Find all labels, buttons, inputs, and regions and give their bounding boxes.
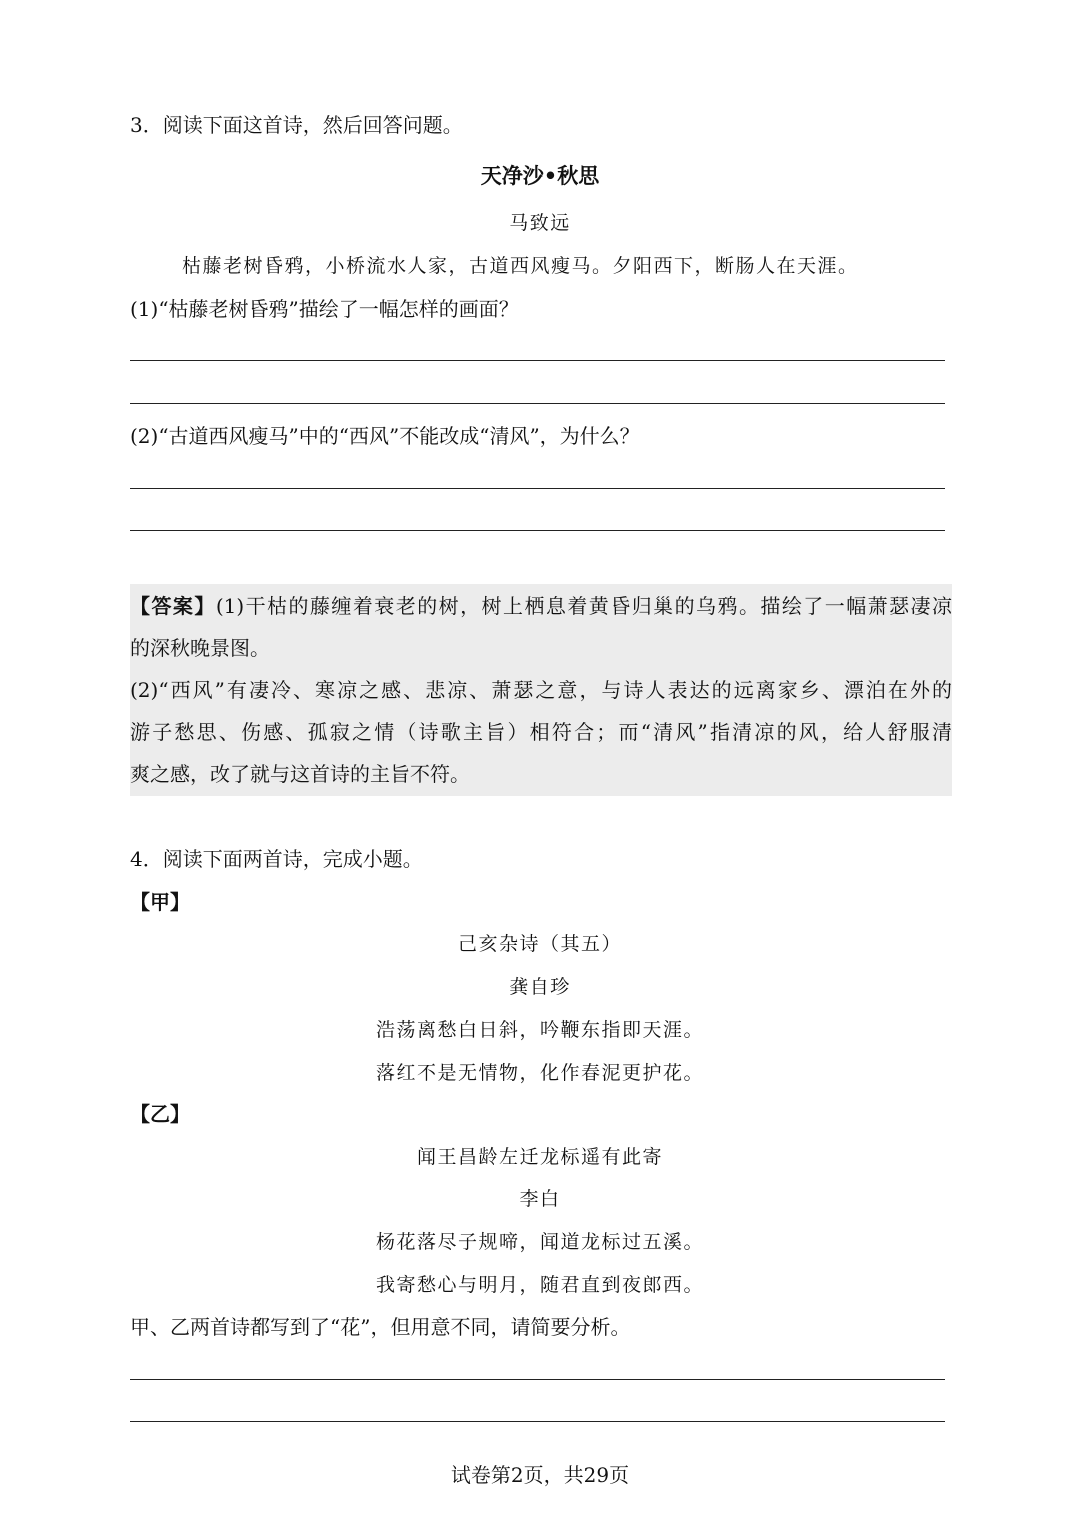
answer-line bbox=[130, 530, 945, 531]
q4-poem-yi-line-1: 杨花落尽子规啼，闻道龙标过五溪。 bbox=[375, 1231, 704, 1253]
q4-poem-yi-author: 李白 bbox=[519, 1188, 561, 1210]
answer-line-4: 游子愁思、伤感、孤寂之情（诗歌主旨）相符合；而“清风”指清凉的风，给人舒服清 bbox=[130, 720, 952, 744]
q4-poem-jia-title: 己亥杂诗（其五） bbox=[457, 933, 622, 955]
q4-poem-yi-title: 闻王昌龄左迁龙标遥有此寄 bbox=[416, 1146, 663, 1168]
q4-heading: 4．阅读下面两首诗，完成小题。 bbox=[130, 847, 423, 871]
answer-line bbox=[130, 1421, 945, 1422]
q3-poem-title: 天净沙•秋思 bbox=[480, 164, 600, 188]
q4-poem-jia-line-2: 落红不是无情物，化作春泥更护花。 bbox=[375, 1062, 704, 1084]
q4-poem-yi-label: 【乙】 bbox=[130, 1102, 190, 1126]
q4-question: 甲、乙两首诗都写到了“花”，但用意不同，请简要分析。 bbox=[130, 1315, 631, 1339]
q3-sub-question-1: (1)“枯藤老树昏鸦”描绘了一幅怎样的画面？ bbox=[130, 297, 519, 321]
q3-poem-text: 枯藤老树昏鸦，小桥流水人家，古道西风瘦马。夕阳西下，断肠人在天涯。 bbox=[182, 255, 859, 277]
q4-poem-jia-line-1: 浩荡离愁白日斜，吟鞭东指即天涯。 bbox=[375, 1019, 704, 1041]
q3-sub-question-2: (2)“古道西风瘦马”中的“西风”不能改成“清风”，为什么？ bbox=[130, 424, 640, 448]
answer-line bbox=[130, 360, 945, 361]
answer-line-3: (2)“西风”有凄冷、寒凉之感、悲凉、萧瑟之意，与诗人表达的远离家乡、漂泊在外的 bbox=[130, 678, 952, 702]
answer-panel bbox=[130, 584, 952, 796]
q4-poem-yi-line-2: 我寄愁心与明月，随君直到夜郎西。 bbox=[375, 1274, 704, 1296]
q3-heading: 3．阅读下面这首诗，然后回答问题。 bbox=[130, 113, 463, 137]
answer-line-1: 【答案】(1)干枯的藤缠着衰老的树，树上栖息着黄昏归巢的乌鸦。描绘了一幅萧瑟凄凉 bbox=[130, 594, 952, 618]
answer-line bbox=[130, 1379, 945, 1380]
answer-line-5: 爽之感，改了就与这首诗的主旨不符。 bbox=[130, 762, 470, 786]
answer-line bbox=[130, 403, 945, 404]
answer-label: 【答案】 bbox=[130, 594, 216, 618]
q4-poem-jia-author: 龚自珍 bbox=[509, 976, 571, 998]
q3-poem-author: 马致远 bbox=[509, 212, 571, 234]
q4-poem-jia-label: 【甲】 bbox=[130, 890, 190, 914]
page-footer: 试卷第2页，共29页 bbox=[450, 1463, 630, 1487]
answer-line-2: 的深秋晚景图。 bbox=[130, 636, 270, 660]
answer-line bbox=[130, 488, 945, 489]
